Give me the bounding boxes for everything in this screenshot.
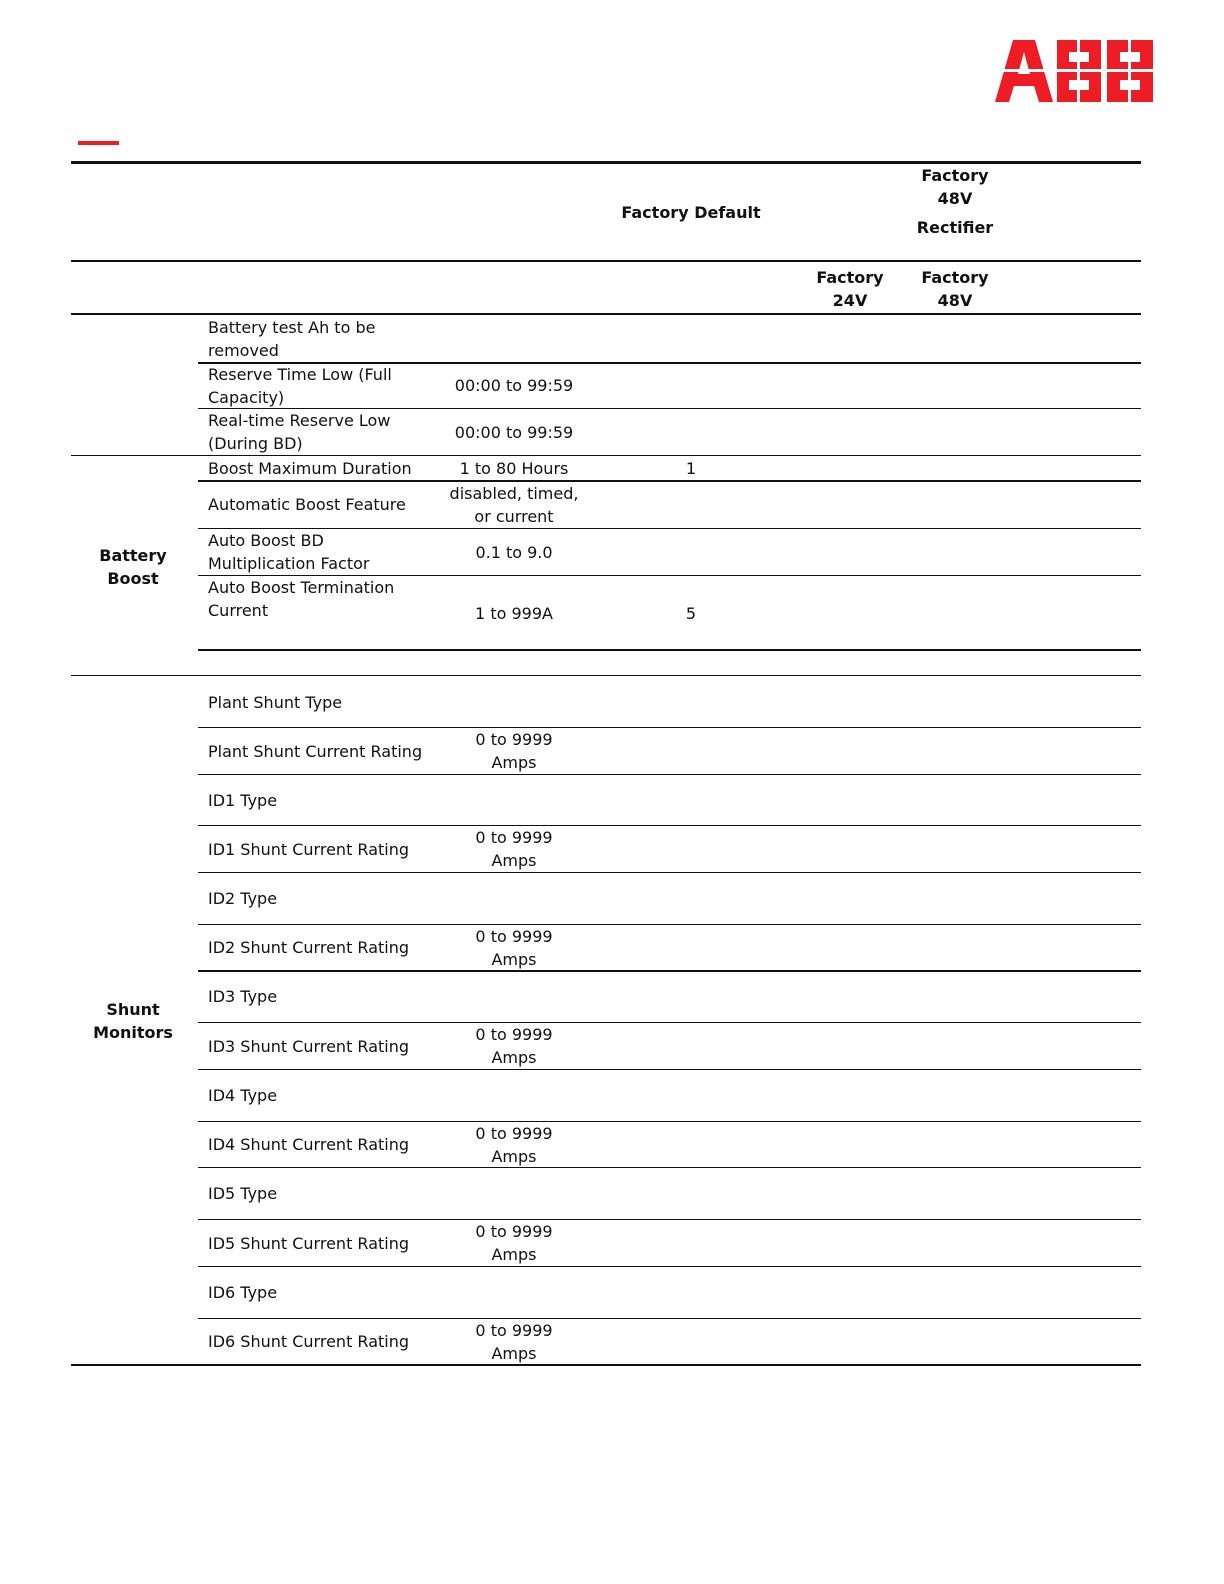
parameter-range: disabled, timed, or current [449, 483, 579, 526]
factory-default-value: 1 [685, 458, 697, 478]
parameter-range: 0 to 9999 Amps [475, 730, 553, 772]
parameter-name: Real-time Reserve Low (During BD) [208, 411, 391, 453]
parameter-name: Automatic Boost Feature [208, 495, 406, 514]
factory-default-value: 5 [685, 603, 697, 623]
row-rule [198, 970, 1141, 972]
parameter-name: Boost Maximum Duration [208, 458, 412, 478]
parameter-name: ID6 Shunt Current Rating [208, 1332, 410, 1351]
factory-48v-header: Factory 48V [921, 268, 989, 310]
parameter-range: 0 to 9999 Amps [475, 926, 553, 969]
row-rule [198, 1167, 1141, 1168]
parameter-name: ID5 Shunt Current Rating [208, 1233, 410, 1253]
row-rule [198, 528, 1141, 529]
parameter-range: 1 to 80 Hours [459, 458, 569, 478]
factory-24v-header: Factory 24V [816, 268, 884, 310]
row-rule [198, 825, 1141, 826]
parameter-name: Auto Boost BD Multiplication Factor [208, 531, 370, 573]
parameter-range: 0 to 9999 Amps [475, 828, 553, 870]
parameter-range: 0.1 to 9.0 [475, 542, 553, 562]
parameter-name: ID1 Type [208, 790, 278, 810]
parameter-name: Reserve Time Low (Full Capacity) [208, 364, 392, 407]
row-rule [198, 575, 1141, 576]
factory-default-header: Factory Default [621, 203, 761, 222]
row-rule [198, 924, 1141, 925]
parameter-range: 00:00 to 99:59 [454, 376, 574, 395]
parameter-name: ID1 Shunt Current Rating [208, 839, 410, 859]
header-bottom-rule [71, 313, 1141, 315]
parameter-range: 1 to 999A [475, 603, 553, 623]
parameter-name: ID5 Type [208, 1184, 278, 1203]
row-rule [71, 675, 1141, 676]
parameter-range: 00:00 to 99:59 [454, 422, 574, 442]
parameter-name: ID4 Shunt Current Rating [208, 1135, 410, 1154]
abb-logo [995, 40, 1155, 102]
parameter-name: ID6 Type [208, 1283, 278, 1302]
row-rule [198, 649, 1141, 651]
row-rule [198, 1266, 1141, 1267]
row-rule [198, 362, 1141, 364]
parameter-range: 0 to 9999 Amps [475, 1123, 553, 1166]
row-rule [71, 455, 1141, 456]
rectifier-header: Factory 48V Rectifier [916, 166, 994, 237]
row-rule [198, 872, 1141, 873]
parameter-range: 0 to 9999 Amps [475, 1320, 553, 1363]
row-rule [198, 480, 1141, 482]
parameter-name: ID3 Shunt Current Rating [208, 1036, 410, 1056]
row-rule [198, 408, 1141, 409]
parameter-name: Plant Shunt Current Rating [208, 741, 423, 761]
row-rule [198, 727, 1141, 728]
category-battery-boost: Battery Boost [99, 546, 167, 588]
parameter-name: Plant Shunt Type [208, 692, 343, 712]
row-rule [198, 774, 1141, 775]
category-shunt-monitors: Shunt Monitors [93, 1000, 173, 1042]
parameter-range: 0 to 9999 Amps [475, 1222, 553, 1264]
parameter-name: Battery test Ah to be removed [208, 318, 376, 360]
row-rule [198, 1318, 1141, 1319]
row-rule [71, 1364, 1141, 1366]
parameter-range: 0 to 9999 Amps [475, 1025, 553, 1067]
row-rule [198, 1069, 1141, 1070]
parameter-name: ID3 Type [208, 987, 278, 1006]
accent-bar [78, 141, 119, 145]
parameter-name: ID4 Type [208, 1086, 278, 1105]
parameter-name: ID2 Shunt Current Rating [208, 938, 410, 957]
parameter-name: ID2 Type [208, 889, 278, 908]
parameter-name: Auto Boost Termination Current [208, 578, 395, 620]
row-rule [198, 1022, 1141, 1023]
row-rule [198, 1219, 1141, 1220]
header-rule [71, 260, 1141, 262]
row-rule [198, 1121, 1141, 1122]
